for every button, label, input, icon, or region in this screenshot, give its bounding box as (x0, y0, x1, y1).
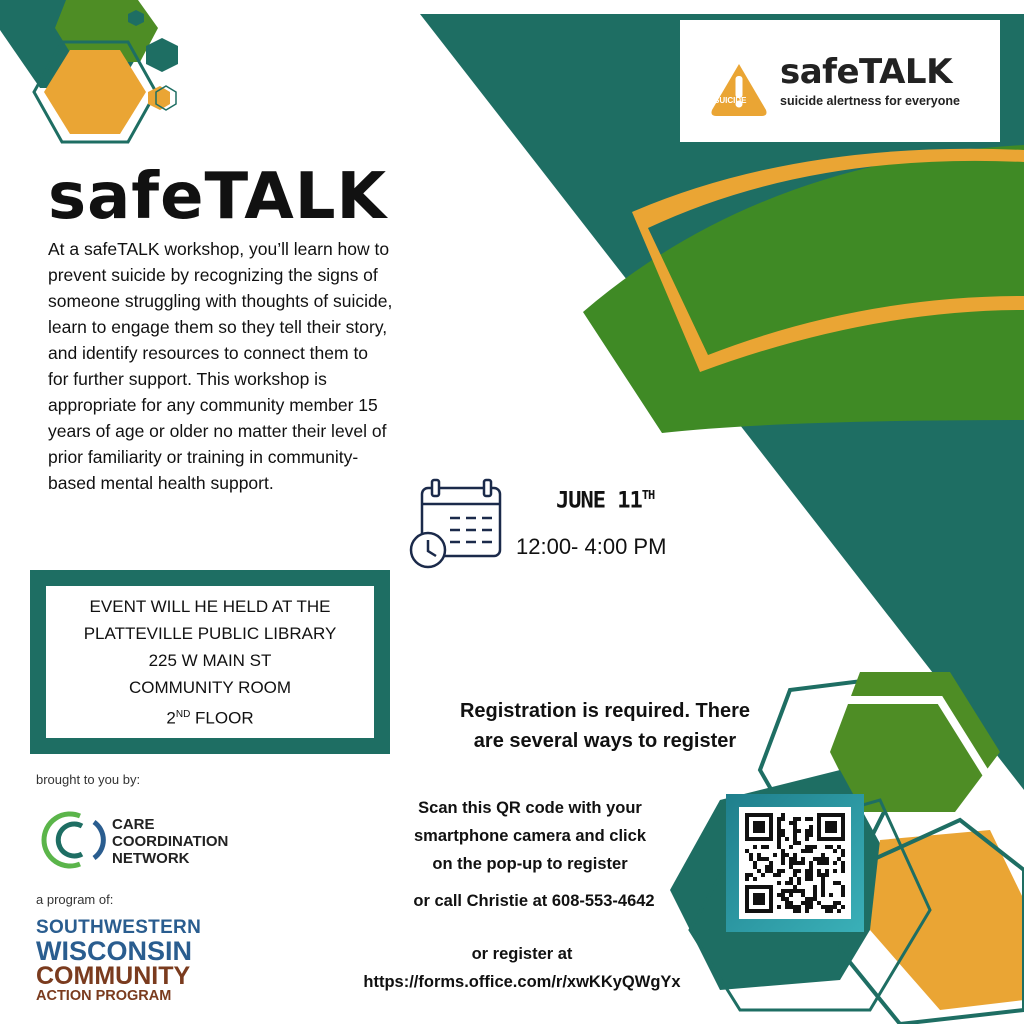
ccn-logo-icon (36, 808, 106, 872)
venue-floor: 2ND FLOOR (166, 708, 254, 728)
warning-icon (708, 60, 770, 118)
venue-line: 225 W MAIN ST (148, 650, 272, 670)
ccn-logo-text: CARE COORDINATION NETWORK (112, 816, 229, 867)
register-online: or register at https://forms.office.com/r/xwKKyQWgYx (300, 940, 744, 996)
page-title: safeTALK (48, 160, 388, 234)
venue-line: COMMUNITY ROOM (128, 677, 292, 697)
event-date: JUNE 11TH (556, 488, 655, 514)
phone-contact: or call Christie at 608-553-4642 (413, 892, 655, 910)
qr-code[interactable] (726, 794, 864, 932)
logo-badge-text: SUICIDE (714, 96, 747, 105)
program-of-label: a program of: (36, 892, 114, 907)
calendar-icon (408, 478, 504, 572)
venue-line: PLATTEVILLE PUBLIC LIBRARY (83, 623, 337, 643)
venue-line: EVENT WILL HE HELD AT THE (89, 596, 331, 616)
workshop-description: At a safeTALK workshop, you’ll learn how to prevent suicide by recognizing the signs of someone struggling with thoughts of suicide, learn to engage them so they tell their story, and identify resources to connect them to for further support. This workshop is appropriate for any community member 15 years of age or older no matter their level of prior familiarity or training in community-based mental health support. (48, 239, 393, 493)
safetalk-logo (680, 20, 1000, 142)
brought-by-label: brought to you by: (36, 772, 141, 787)
registration-url[interactable]: https://forms.office.com/r/xwKKyQWgYx (363, 973, 681, 991)
logo-wordmark: safeTALK (780, 52, 952, 92)
qr-instructions: Scan this QR code with your smartphone camera and click on the pop-up to register (413, 799, 646, 873)
logo-tagline: suicide alertness for everyone (780, 94, 960, 108)
venue-details (46, 586, 374, 738)
venue-box (30, 570, 390, 754)
swcap-logo-line: COMMUNITY (36, 962, 191, 990)
event-time: 12:00- 4:00 PM (516, 534, 667, 559)
swcap-logo-line: ACTION PROGRAM (36, 988, 172, 1004)
registration-heading: Registration is required. There are several ways to register (459, 700, 751, 752)
swcap-logo-line: WISCONSIN (36, 936, 193, 966)
swcap-logo-line: SOUTHWESTERN (36, 917, 202, 938)
qr-code-pattern (739, 807, 851, 919)
